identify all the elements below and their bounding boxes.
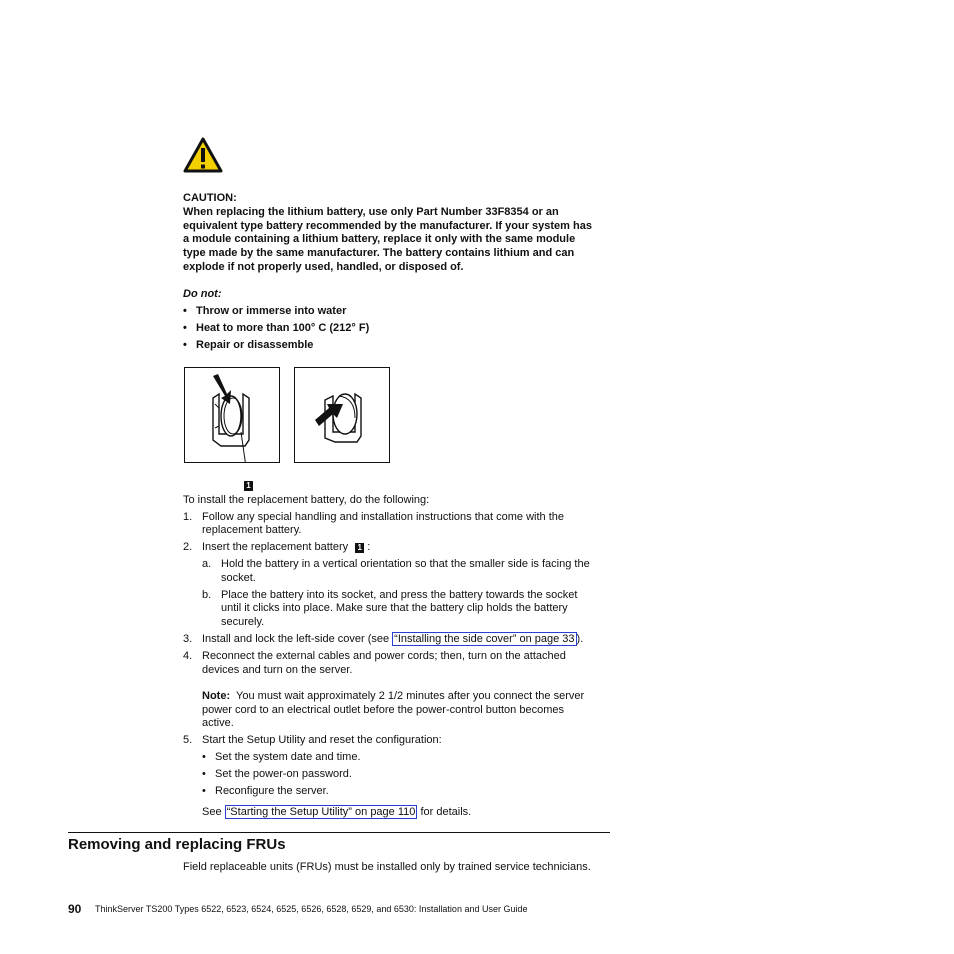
step-2-text: Insert the replacement battery	[202, 541, 349, 553]
substep-letter: b.	[202, 589, 212, 601]
caution-line: When replacing the lithium battery, use only Part Number 33F8354 or an	[183, 206, 559, 218]
step-3-end: ).	[576, 633, 584, 645]
substep-text: securely.	[221, 616, 265, 628]
step-number: 2.	[183, 541, 193, 553]
footer-text: ThinkServer TS200 Types 6522, 6523, 6524, 6525, 6526, 6528, 6529, and 6530: Installation and User Guide	[95, 904, 528, 914]
step-number: 5.	[183, 734, 193, 746]
section-rule	[68, 832, 610, 833]
starting-setup-utility-link[interactable]: “Starting the Setup Utility” on page 110	[226, 806, 416, 818]
battery-press-illustration	[295, 368, 389, 462]
step-text: Reconnect the external cables and power cords; then, turn on the attached	[202, 650, 566, 662]
step-2-colon: :	[367, 541, 371, 553]
step-text: devices and turn on the server.	[202, 664, 353, 676]
step-text	[202, 541, 370, 555]
see-text: See	[202, 806, 225, 818]
step-text: Start the Setup Utility and reset the configuration:	[202, 734, 442, 746]
step-3-text: Install and lock the left-side cover (see	[202, 633, 393, 645]
caution-label: CAUTION:	[183, 192, 237, 204]
do-not-item: Heat to more than 100° C (212° F)	[196, 322, 370, 334]
do-not-bullet: •	[183, 305, 187, 317]
do-not-item: Throw or immerse into water	[196, 305, 347, 317]
do-not-bullet: •	[183, 322, 187, 334]
steps-intro: To install the replacement battery, do the following:	[183, 494, 430, 506]
list-bullet: •	[202, 751, 206, 763]
page-number: 90	[68, 902, 82, 916]
see-text: for details.	[417, 806, 472, 818]
list-item: Set the power-on password.	[215, 768, 352, 780]
note-text: active.	[202, 717, 234, 729]
step-text: Follow any special handling and installation instructions that come with the	[202, 511, 564, 523]
substep-letter: a.	[202, 558, 212, 570]
callout-1: 1	[244, 481, 253, 491]
substep-text: socket.	[221, 572, 256, 584]
warning-icon	[183, 137, 223, 173]
section-body: Field replaceable units (FRUs) must be installed only by trained service technicians.	[183, 861, 591, 873]
do-not-bullet: •	[183, 339, 187, 351]
step-number: 3.	[183, 633, 193, 645]
callout-1: 1	[355, 543, 364, 553]
note-label: Note:	[202, 690, 231, 702]
list-bullet: •	[202, 768, 206, 780]
caution-line: equivalent type battery recommended by the manufacturer. If your system has	[183, 220, 592, 232]
step-number: 4.	[183, 650, 193, 662]
note	[202, 690, 584, 704]
note-text: You must wait approximately 2 1/2 minutes after you connect the server	[236, 690, 585, 702]
see-reference	[202, 806, 471, 820]
section-heading: Removing and replacing FRUs	[68, 836, 286, 853]
substep-text: until it clicks into place. Make sure that the battery clip holds the battery	[221, 602, 568, 614]
caution-line: type made by the same manufacturer. The battery contains lithium and can	[183, 247, 575, 259]
caution-line: a module containing a lithium battery, replace it only with the same module	[183, 233, 576, 245]
battery-insert-illustration	[185, 368, 279, 462]
do-not-label: Do not:	[183, 288, 222, 300]
list-bullet: •	[202, 785, 206, 797]
battery-figure-left	[184, 367, 280, 463]
note-text: power cord to an electrical outlet before the power-control button becomes	[202, 704, 564, 716]
caution-line: explode if not properly used, handled, or disposed of.	[183, 261, 464, 273]
installing-side-cover-link[interactable]: “Installing the side cover” on page 33	[394, 633, 575, 645]
battery-figure-right	[294, 367, 390, 463]
substep-text: Place the battery into its socket, and press the battery towards the socket	[221, 589, 578, 601]
list-item: Reconfigure the server.	[215, 785, 329, 797]
step-number: 1.	[183, 511, 193, 523]
step-text	[202, 633, 583, 647]
step-text: replacement battery.	[202, 524, 302, 536]
substep-text: Hold the battery in a vertical orientation so that the smaller side is facing the	[221, 558, 590, 570]
do-not-item: Repair or disassemble	[196, 339, 314, 351]
list-item: Set the system date and time.	[215, 751, 361, 763]
